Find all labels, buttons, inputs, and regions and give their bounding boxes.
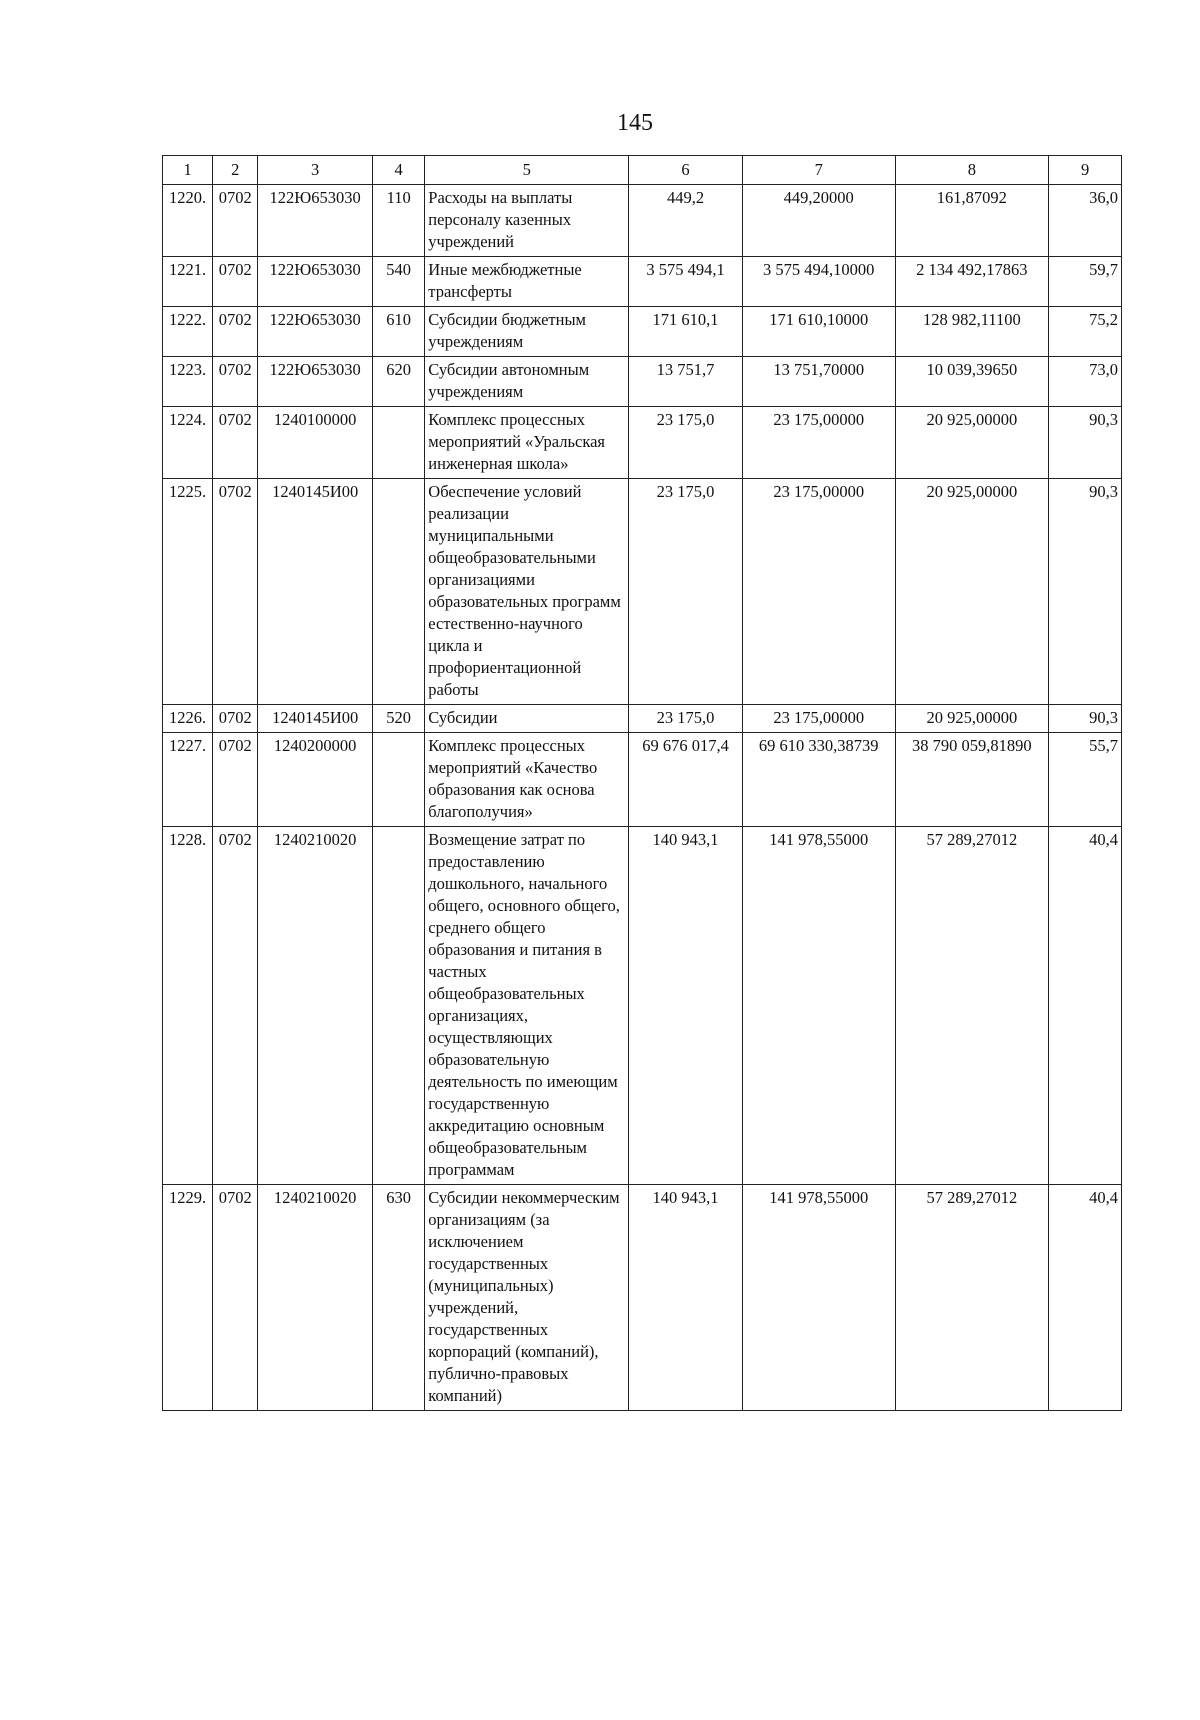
table-row bbox=[163, 705, 1122, 733]
item-name: Иные межбюджетные трансферты bbox=[425, 257, 629, 307]
table-row bbox=[163, 827, 1122, 1185]
column-header: 7 bbox=[742, 156, 895, 185]
item-name: Субсидии bbox=[425, 705, 629, 733]
refined-amount: 69 610 330,38739 bbox=[742, 733, 895, 827]
executed-amount: 10 039,39650 bbox=[895, 357, 1049, 407]
row-number: 1222. bbox=[163, 307, 213, 357]
section-code: 0702 bbox=[213, 307, 258, 357]
target-article-code: 1240145И00 bbox=[258, 479, 373, 705]
executed-amount: 38 790 059,81890 bbox=[895, 733, 1049, 827]
page-number: 145 bbox=[617, 110, 653, 136]
column-header: 3 bbox=[258, 156, 373, 185]
row-number: 1221. bbox=[163, 257, 213, 307]
expense-type-code bbox=[373, 479, 425, 705]
table-row bbox=[163, 407, 1122, 479]
budget-table bbox=[162, 155, 1122, 1411]
executed-amount: 2 134 492,17863 bbox=[895, 257, 1049, 307]
table-row bbox=[163, 357, 1122, 407]
section-code: 0702 bbox=[213, 407, 258, 479]
plan-amount: 23 175,0 bbox=[629, 479, 743, 705]
table-row bbox=[163, 1185, 1122, 1411]
expense-type-code: 540 bbox=[373, 257, 425, 307]
plan-amount: 140 943,1 bbox=[629, 1185, 743, 1411]
section-code: 0702 bbox=[213, 705, 258, 733]
expense-type-code: 520 bbox=[373, 705, 425, 733]
execution-percent: 90,3 bbox=[1049, 705, 1122, 733]
execution-percent: 75,2 bbox=[1049, 307, 1122, 357]
row-number: 1227. bbox=[163, 733, 213, 827]
executed-amount: 128 982,11100 bbox=[895, 307, 1049, 357]
target-article-code: 1240200000 bbox=[258, 733, 373, 827]
executed-amount: 161,87092 bbox=[895, 185, 1049, 257]
row-number: 1228. bbox=[163, 827, 213, 1185]
row-number: 1229. bbox=[163, 1185, 213, 1411]
item-name: Расходы на выплаты персоналу казенных учреждений bbox=[425, 185, 629, 257]
executed-amount: 20 925,00000 bbox=[895, 407, 1049, 479]
plan-amount: 23 175,0 bbox=[629, 407, 743, 479]
refined-amount: 23 175,00000 bbox=[742, 705, 895, 733]
row-number: 1223. bbox=[163, 357, 213, 407]
executed-amount: 57 289,27012 bbox=[895, 827, 1049, 1185]
execution-percent: 59,7 bbox=[1049, 257, 1122, 307]
column-header: 5 bbox=[425, 156, 629, 185]
plan-amount: 3 575 494,1 bbox=[629, 257, 743, 307]
table-row bbox=[163, 185, 1122, 257]
section-code: 0702 bbox=[213, 733, 258, 827]
table-row bbox=[163, 733, 1122, 827]
item-name: Комплекс процессных мероприятий «Качество образования как основа благополучия» bbox=[425, 733, 629, 827]
refined-amount: 171 610,10000 bbox=[742, 307, 895, 357]
section-code: 0702 bbox=[213, 257, 258, 307]
execution-percent: 73,0 bbox=[1049, 357, 1122, 407]
target-article-code: 1240145И00 bbox=[258, 705, 373, 733]
target-article-code: 1240210020 bbox=[258, 827, 373, 1185]
execution-percent: 36,0 bbox=[1049, 185, 1122, 257]
column-header: 9 bbox=[1049, 156, 1122, 185]
plan-amount: 140 943,1 bbox=[629, 827, 743, 1185]
target-article-code: 1240100000 bbox=[258, 407, 373, 479]
header-row bbox=[163, 156, 1122, 185]
column-header: 6 bbox=[629, 156, 743, 185]
expense-type-code: 630 bbox=[373, 1185, 425, 1411]
execution-percent: 40,4 bbox=[1049, 1185, 1122, 1411]
refined-amount: 3 575 494,10000 bbox=[742, 257, 895, 307]
execution-percent: 90,3 bbox=[1049, 407, 1122, 479]
target-article-code: 1240210020 bbox=[258, 1185, 373, 1411]
target-article-code: 122Ю653030 bbox=[258, 185, 373, 257]
row-number: 1220. bbox=[163, 185, 213, 257]
refined-amount: 141 978,55000 bbox=[742, 827, 895, 1185]
plan-amount: 69 676 017,4 bbox=[629, 733, 743, 827]
refined-amount: 449,20000 bbox=[742, 185, 895, 257]
executed-amount: 20 925,00000 bbox=[895, 705, 1049, 733]
column-header: 4 bbox=[373, 156, 425, 185]
refined-amount: 23 175,00000 bbox=[742, 479, 895, 705]
target-article-code: 122Ю653030 bbox=[258, 257, 373, 307]
expense-type-code: 620 bbox=[373, 357, 425, 407]
table-row bbox=[163, 479, 1122, 705]
expense-type-code bbox=[373, 827, 425, 1185]
section-code: 0702 bbox=[213, 827, 258, 1185]
section-code: 0702 bbox=[213, 1185, 258, 1411]
row-number: 1225. bbox=[163, 479, 213, 705]
plan-amount: 171 610,1 bbox=[629, 307, 743, 357]
column-header: 2 bbox=[213, 156, 258, 185]
refined-amount: 23 175,00000 bbox=[742, 407, 895, 479]
row-number: 1224. bbox=[163, 407, 213, 479]
refined-amount: 141 978,55000 bbox=[742, 1185, 895, 1411]
expense-type-code: 110 bbox=[373, 185, 425, 257]
column-header: 1 bbox=[163, 156, 213, 185]
plan-amount: 23 175,0 bbox=[629, 705, 743, 733]
column-header: 8 bbox=[895, 156, 1049, 185]
row-number: 1226. bbox=[163, 705, 213, 733]
plan-amount: 449,2 bbox=[629, 185, 743, 257]
item-name: Субсидии некоммерческим организациям (за исключением государственных (муниципальных) учреждений, государственных корпораций (компаний), публично-правовых компаний) bbox=[425, 1185, 629, 1411]
target-article-code: 122Ю653030 bbox=[258, 307, 373, 357]
item-name: Субсидии автономным учреждениям bbox=[425, 357, 629, 407]
refined-amount: 13 751,70000 bbox=[742, 357, 895, 407]
item-name: Субсидии бюджетным учреждениям bbox=[425, 307, 629, 357]
item-name: Обеспечение условий реализации муниципальными общеобразовательными организациями образовательных программ естественно-научного цикла и профориентационной работы bbox=[425, 479, 629, 705]
expense-type-code bbox=[373, 407, 425, 479]
section-code: 0702 bbox=[213, 185, 258, 257]
target-article-code: 122Ю653030 bbox=[258, 357, 373, 407]
item-name: Комплекс процессных мероприятий «Уральская инженерная школа» bbox=[425, 407, 629, 479]
item-name: Возмещение затрат по предоставлению дошкольного, начального общего, основного общего, среднего общего образования и питания в частных общеобразовательных организациях, осуществляющих образовательную деятельность по имеющим государственную аккредитацию основным общеобразовательным программам bbox=[425, 827, 629, 1185]
plan-amount: 13 751,7 bbox=[629, 357, 743, 407]
section-code: 0702 bbox=[213, 357, 258, 407]
execution-percent: 90,3 bbox=[1049, 479, 1122, 705]
expense-type-code: 610 bbox=[373, 307, 425, 357]
section-code: 0702 bbox=[213, 479, 258, 705]
table-row bbox=[163, 257, 1122, 307]
execution-percent: 40,4 bbox=[1049, 827, 1122, 1185]
execution-percent: 55,7 bbox=[1049, 733, 1122, 827]
executed-amount: 57 289,27012 bbox=[895, 1185, 1049, 1411]
executed-amount: 20 925,00000 bbox=[895, 479, 1049, 705]
table-row bbox=[163, 307, 1122, 357]
expense-type-code bbox=[373, 733, 425, 827]
